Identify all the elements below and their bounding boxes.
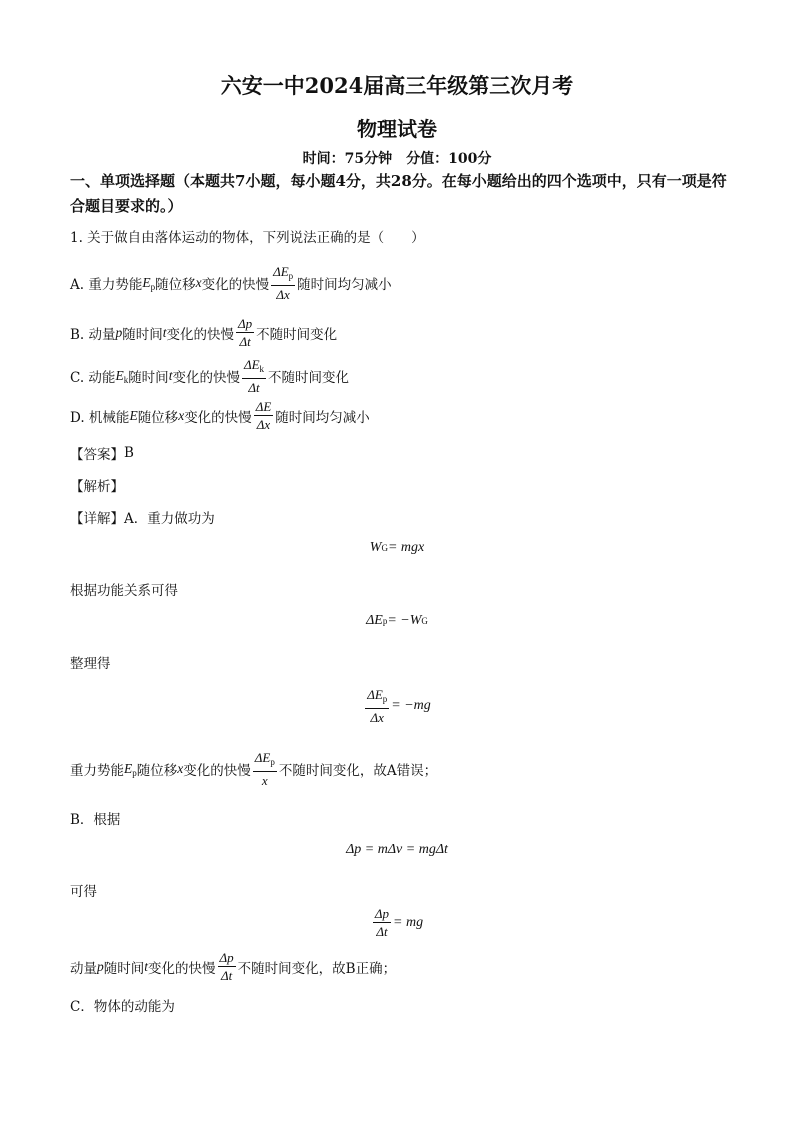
- fraction: $\frac{\Delta p}{\Delta t}$: [238, 316, 253, 349]
- exam-title: 六安一中2024届高三年级第三次月考: [220, 73, 574, 98]
- fraction: $\frac{\Delta E_p}{\Delta x}$: [273, 264, 294, 302]
- equation-rate-p: $\frac{\Delta p}{\Delta t}$ = mg: [374, 906, 424, 939]
- option-d: D. 机械能 E 随位移 x 变化的快慢 $\frac{\Delta E}{\Delta x}$ 随时间均匀减小: [70, 399, 370, 432]
- text-energy-relation: 根据功能关系可得: [70, 583, 178, 599]
- text-therefore: 可得: [70, 884, 97, 900]
- equation-work: W G = mgx: [369, 540, 425, 555]
- option-b: B. 动量 p 随时间 t 变化的快慢 $\frac{\Delta p}{\Delta t}$ 不随时间变化: [70, 316, 338, 349]
- question-stem: 1. 关于做自由落体运动的物体，下列说法正确的是（ ）: [70, 230, 425, 246]
- b-intro: B．根据: [70, 812, 121, 828]
- equation-energy: ΔE p = −W G: [366, 613, 428, 628]
- detail-line: 【详解】 A．重力做功为: [70, 511, 215, 527]
- fraction: $\frac{\Delta E_k}{\Delta t}$: [243, 357, 265, 395]
- c-intro: C．物体的动能为: [70, 999, 175, 1015]
- exam-subtitle: 物理试卷: [357, 117, 437, 141]
- equation-momentum: Δp = mΔv = mgΔt: [346, 842, 448, 857]
- fraction: $\frac{\Delta E}{\Delta x}$: [255, 399, 272, 432]
- analysis-label: 【解析】: [70, 479, 124, 495]
- answer-line: 【答案】 B: [70, 445, 134, 463]
- option-c: C. 动能 $E_k$ 随时间 t 变化的快慢 $\frac{\Delta E_k}{\Delta t}$ 不随时间变化: [70, 357, 350, 395]
- conclusion-a: 重力势能 $E_p$ 随位移 x 变化的快慢 $\frac{\Delta E_p}{x}$ 不随时间变化，故A错误；: [70, 750, 438, 788]
- exam-meta: 时间：75分钟 分值：100分: [302, 151, 492, 167]
- conclusion-b: 动量 p 随时间 t 变化的快慢 $\frac{\Delta p}{\Delta t}$ 不随时间变化，故B正确；: [70, 950, 397, 983]
- text-rearrange: 整理得: [70, 656, 111, 672]
- option-a: A. 重力势能 $E_p$ 随位移 x 变化的快慢 $\frac{\Delta E_p}{\Delta x}$ 随时间均匀减小: [70, 264, 392, 302]
- section-heading: 一、单项选择题（本题共7小题，每小题4分，共28分。在每小题给出的四个选项中，只有一项是符合题目要求的。）: [70, 172, 727, 215]
- equation-rate-ep: $\frac{\Delta E_p}{\Delta x}$ = −mg: [367, 687, 431, 725]
